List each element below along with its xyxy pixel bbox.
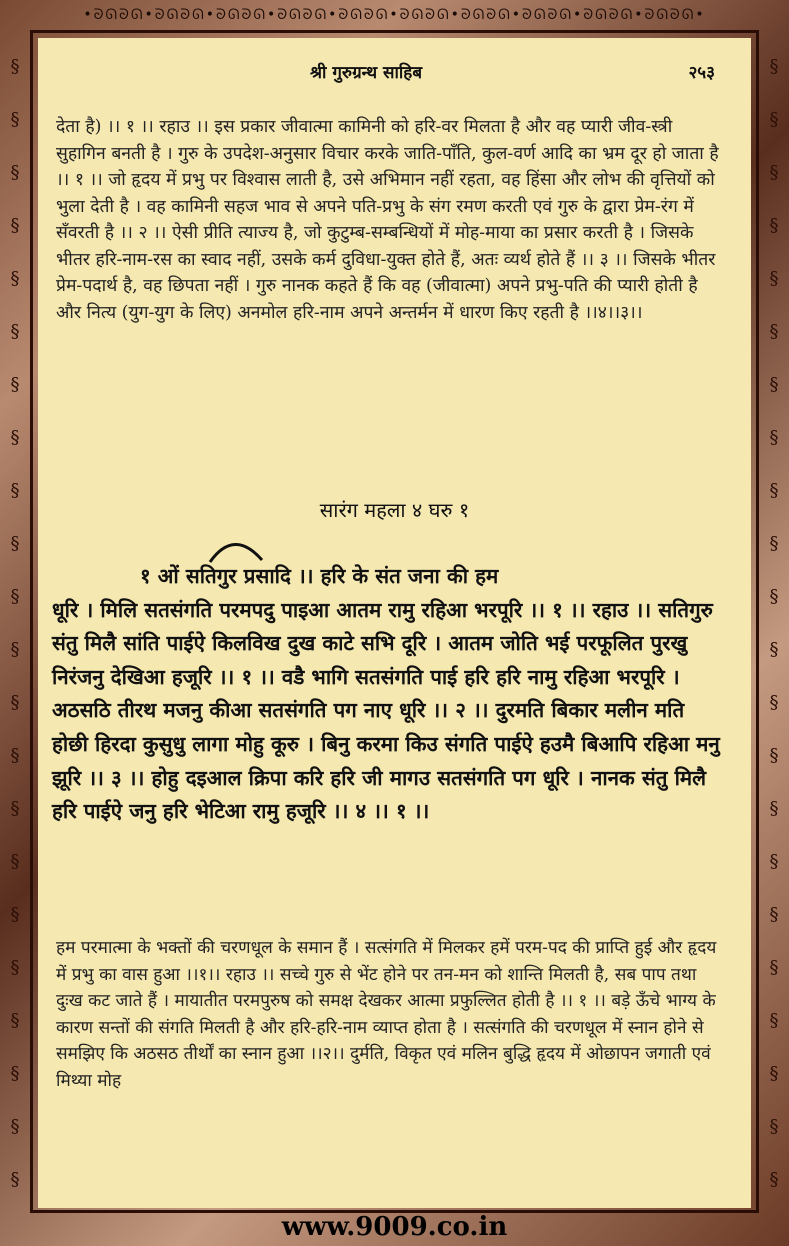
- translation-paragraph-1: देता है) ।। १ ।। रहाउ ।। इस प्रकार जीवात्मा कामिनी को हरि-वर मिलता है और वह प्यारी जीव-स्त्री सुहागिन बनती है । गुरु के उपदेश-अनुसार विचार करके जाति-पाँति, कुल-वर्ण आदि का भ्रम दूर हो जाता है ।। १ ।। जो हृदय में प्रभु पर विश्वास लाती है, उसे अभिमान नहीं रहता, वह हिंसा और लोभ की वृत्तियों को भुला देती है । वह कामिनी सहज भाव से अपने पति-प्रभु के संग रमण करती एवं गुरु के द्वारा प्रेम-रंग में सँवरती है ।। २ ।। ऐसी प्रीति त्याज्य है, जो कुटुम्ब-सम्बन्धियों में मोह-माया का प्रसार करती है । जिसके भीतर हरि-नाम-रस का स्वाद नहीं, उसके कर्म दुविधा-युक्त होते हैं, अतः व्यर्थ होते हैं ।। ३ ।। जिसके भीतर प्रेम-पदार्थ है, वह छिपता नहीं । गुरु नानक कहते हैं कि वह (जीवात्मा) अपने प्रभु-पति की प्यारी होती है और नित्य (युग-युग के लिए) अनमोल हरि-नाम अपने अन्तर्मन में धारण किए रहती है ।।४।।३।।: [56, 117, 719, 323]
- page-title: श्री गुरुग्रन्थ साहिब: [310, 63, 423, 83]
- gurbani-body: धूरि । मिलि सतसंगति परमपदु पाइआ आतम रामु रहिआ भरपूरि ।। १ ।। रहाउ ।। सतिगुरु संतु मिलै सांति पाईऐ किलविख दुख काटे सभि दूरि । आतम जोति भई परफूलित पुरखु निरंजनु देखिआ हजूरि ।। १ ।। वडै भागि सतसंगति पाई हरि हरि नामु रहिआ भरपूरि । अठसठि तीरथ मजनु कीआ सतसंगति पग नाए धूरि ।। २ ।। दुरमति बिकार मलीन मति होछी हिरदा कुसुधु लागा मोहु कूरु । बिनु करमा किउ संगति पाईऐ हउमै बिआपि रहिआ मनु झूरि ।। ३ ।। होहु दइआल क्रिपा करि हरि जी मागउ सतसंगति पग धूरि । नानक संतु मिलै हरि पाईऐ जनु हरि भेटिआ रामु हजूरि ।। ४ ।। १ ।।: [52, 597, 720, 824]
- right-border-ornament: § § § § § § § § § § § § § § § § § § § § § §: [769, 56, 779, 1190]
- top-border-ornament: •ᘐᘏᘐᘏ•ᘐᘏᘐᘏ•ᘐᘏᘐᘏ•ᘐᘏᘐᘏ•ᘐᘏᘐᘏ•ᘐᘏᘐᘏ•ᘐᘏᘐᘏ•ᘐᘏᘐᘏ•ᘐᘏᘐᘏ•ᘐᘏᘐᘏ•: [83, 7, 706, 23]
- page-number: २५३: [688, 63, 715, 83]
- translation-paragraph-2: हम परमात्मा के भक्तों की चरणधूल के समान हैं । सत्संगति में मिलकर हमें परम-पद की प्राप्ति हुई और हृदय में प्रभु का वास हुआ ।।१।। रहाउ ।। सच्चे गुरु से भेंट होने पर तन-मन को शान्ति मिलती है, सब पाप तथा दुःख कट जाते हैं । मायातीत परमपुरुष को समक्ष देखकर आत्मा प्रफुल्लित होती है ।। १ ।। बड़े ऊँचे भाग्य के कारण सन्तों की संगति मिलती है और हरि-हरि-नाम व्याप्त होता है । सत्संगति की चरणधूल में स्नान होने से समझिए कि अठसठ तीर्थों का स्नान हुआ ।।२।। दुर्मति, विकृत एवं मलिन बुद्धि हृदय में ओछापन जगाती एवं मिथ्या मोह: [56, 938, 717, 1091]
- gurbani-verse: [52, 560, 722, 829]
- left-border-ornament: § § § § § § § § § § § § § § § § § § § § § §: [10, 56, 20, 1190]
- gurbani-first-line: १ ओं सतिगुर प्रसादि ।। हरि के संत जना की हम: [140, 564, 499, 588]
- scripture-page: [38, 38, 751, 1208]
- page-header: [38, 56, 751, 86]
- section-title: सारंग महला ४ घरु १: [319, 498, 470, 522]
- website-footer: www.9009.co.in: [281, 1212, 508, 1242]
